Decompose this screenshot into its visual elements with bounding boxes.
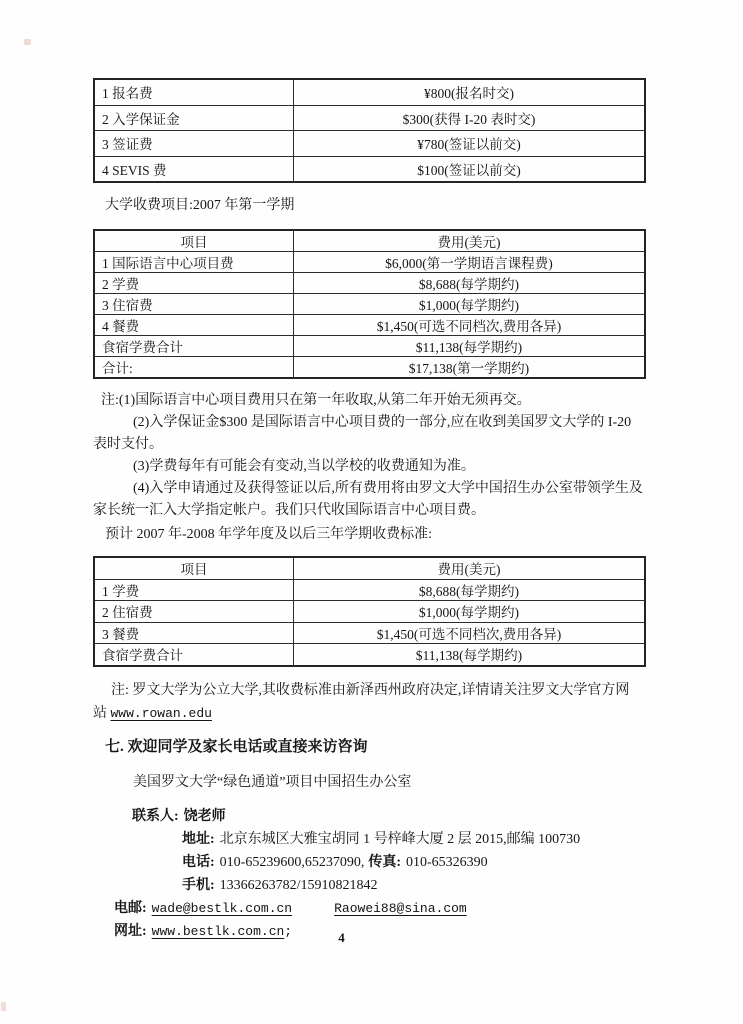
fee-item: 2 学费 xyxy=(94,273,293,294)
contact-person-name: 饶老师 xyxy=(183,808,226,824)
web-label: 网址: xyxy=(114,923,147,939)
table-row xyxy=(94,601,645,623)
fee-item: 合计: xyxy=(94,357,293,379)
phone-value: 010-65239600,65237090, xyxy=(219,854,365,870)
notes-block xyxy=(93,390,646,522)
table-header-row xyxy=(94,557,645,579)
contact-person-label: 联系人: xyxy=(132,808,179,824)
fee-value: $100(签证以前交) xyxy=(293,156,645,182)
fee-value: $6,000(第一学期语言课程费) xyxy=(293,252,645,273)
forecast-note xyxy=(93,679,646,725)
email-address-2: Raowei88@sina.com xyxy=(334,900,467,916)
fee-item: 2 入学保证金 xyxy=(94,105,293,131)
contact-phone-line xyxy=(93,851,646,874)
contact-block xyxy=(93,805,646,943)
contact-person-line xyxy=(93,805,646,828)
fee-value: $1,000(每学期约) xyxy=(293,601,645,623)
email-label: 电邮: xyxy=(114,900,147,916)
email-address-1: wade@bestlk.com.cn xyxy=(151,900,293,916)
fee-value: $1,450(可选不同档次,费用各异) xyxy=(293,622,645,644)
table-row xyxy=(94,131,645,157)
fee-item: 1 报名费 xyxy=(94,79,293,105)
fee-item: 4 SEVIS 费 xyxy=(94,156,293,182)
semester-fee-table xyxy=(93,229,646,379)
fax-label: 传真: xyxy=(368,854,402,870)
page-number: 4 xyxy=(338,930,345,945)
fee-value: $1,000(每学期约) xyxy=(293,294,645,315)
fee-item: 食宿学费合计 xyxy=(94,644,293,666)
contact-mobile-line xyxy=(93,874,646,897)
fee-value: $300(获得 I-20 表时交) xyxy=(293,105,645,131)
column-header-item: 项目 xyxy=(94,557,293,579)
fee-item: 3 餐费 xyxy=(94,622,293,644)
address-label: 地址: xyxy=(182,831,215,847)
table-row xyxy=(94,156,645,182)
fee-value: $8,688(每学期约) xyxy=(293,273,645,294)
table-row xyxy=(94,105,645,131)
website-url: www.bestlk.com.cn xyxy=(151,923,285,939)
org-name: 美国罗文大学“绿色通道”项目中国招生办公室 xyxy=(133,774,412,790)
table-header-row xyxy=(94,230,645,252)
fee-value: $11,138(每学期约) xyxy=(293,336,645,357)
prelim-fee-table xyxy=(93,78,646,183)
forecast-heading: 预计 2007 年-2008 年学年度及以后三年学期收费标准: xyxy=(105,527,433,542)
fee-value: ¥780(签证以前交) xyxy=(293,131,645,157)
semester-heading: 大学收费项目:2007 年第一学期 xyxy=(105,198,295,213)
table-row xyxy=(94,294,645,315)
table-row xyxy=(94,579,645,601)
fee-item: 3 签证费 xyxy=(94,131,293,157)
mobile-value: 13366263782/15910821842 xyxy=(219,877,378,893)
fee-item: 1 学费 xyxy=(94,579,293,601)
note-line: 家长统一汇入大学指定帐户。我们只代收国际语言中心项目费。 xyxy=(93,503,485,518)
note-line: 表时支付。 xyxy=(93,437,163,452)
mobile-label: 手机: xyxy=(182,877,215,893)
forecast-note-line1: 注: 罗文大学为公立大学,其收费标准由新泽西州政府决定,详情请关注罗文大学官方网 xyxy=(111,682,630,698)
column-header-fee: 费用(美元) xyxy=(293,557,645,579)
note-line: 注:(1)国际语言中心项目费用只在第一年收取,从第二年开始无须再交。 xyxy=(101,393,531,408)
fee-value: $1,450(可选不同档次,费用各异) xyxy=(293,315,645,336)
forecast-fee-table xyxy=(93,556,646,667)
table-row xyxy=(94,336,645,357)
table-row xyxy=(94,252,645,273)
phone-label: 电话: xyxy=(182,854,215,870)
forecast-note-prefix: 站 xyxy=(93,705,111,721)
rowan-url: www.rowan.edu xyxy=(110,705,212,721)
note-line: (2)入学保证金$300 是国际语言中心项目费的一部分,应在收到美国罗文大学的 I-20 xyxy=(133,415,632,430)
forecast-note-line2 xyxy=(93,702,646,725)
fee-value: $11,138(每学期约) xyxy=(293,644,645,666)
fax-value: 010-65326390 xyxy=(406,854,488,870)
scan-artifact-top xyxy=(24,39,31,45)
address-value: 北京东城区大雅宝胡同 1 号梓峰大厦 2 层 2015,邮编 100730 xyxy=(219,831,581,847)
web-suffix: ; xyxy=(284,923,293,939)
document-content xyxy=(93,78,646,943)
fee-item: 食宿学费合计 xyxy=(94,336,293,357)
table-row xyxy=(94,622,645,644)
note-line: (4)入学申请通过及获得签证以后,所有费用将由罗文大学中国招生办公室带领学生及 xyxy=(133,481,643,496)
fee-value: $8,688(每学期约) xyxy=(293,579,645,601)
table-row xyxy=(94,357,645,379)
fee-item: 3 住宿费 xyxy=(94,294,293,315)
scan-artifact-bottom xyxy=(1,1002,6,1011)
fee-item: 2 住宿费 xyxy=(94,601,293,623)
column-header-item: 项目 xyxy=(94,230,293,252)
table-row xyxy=(94,79,645,105)
table-row xyxy=(94,315,645,336)
contact-email-line xyxy=(93,897,646,920)
fee-value: $17,138(第一学期约) xyxy=(293,357,645,379)
fee-value: ¥800(报名时交) xyxy=(293,79,645,105)
table-row xyxy=(94,644,645,666)
note-line: (3)学费每年有可能会有变动,当以学校的收费通知为准。 xyxy=(133,459,475,474)
column-header-fee: 费用(美元) xyxy=(293,230,645,252)
fee-item: 4 餐费 xyxy=(94,315,293,336)
table-row xyxy=(94,273,645,294)
welcome-section-heading: 七. 欢迎同学及家长电话或直接来访咨询 xyxy=(105,738,368,755)
fee-item: 1 国际语言中心项目费 xyxy=(94,252,293,273)
contact-address-line xyxy=(93,828,646,851)
